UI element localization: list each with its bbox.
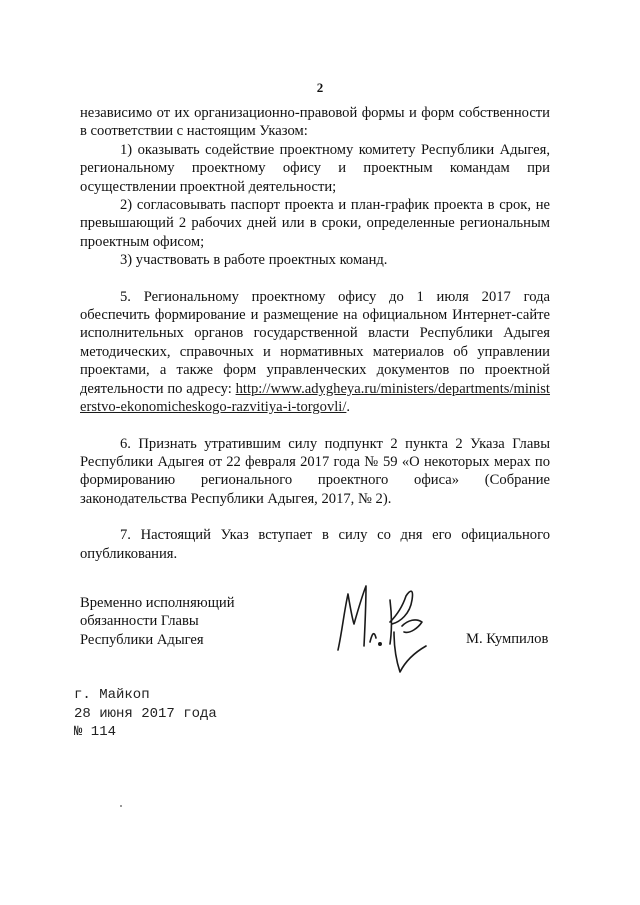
document-body [80,104,550,563]
stamp-date: 28 июня 2017 года [74,705,217,722]
handwritten-signature [330,572,440,682]
signer-name: М. Кумпилов [466,631,549,647]
clause-6: 6. Признать утратившим силу подпункт 2 пункта 2 Указа Главы Республики Адыгея от 22 февраля 2017 года № 59 «О некоторых мерах по формированию регионального проектного офиса» (Собрание законодательства Республики Адыгея, 2017, № 2). [80,435,550,507]
stamp-number: № 114 [74,724,117,741]
signer-line-3: Республики Адыгея [80,631,204,648]
clause-5-end: . [346,399,351,416]
list-item-3: 3) участвовать в работе проектных команд. [120,252,388,269]
list-item-1: 1) оказывать содействие проектному комитету Республики Адыгея, региональному проектному офису и проектным командам при осуществлении проектной деятельности; [80,141,550,195]
signer-title [80,594,280,649]
intro-paragraph: независимо от их организационно-правовой формы и форм собственности в соответствии с настоящим Указом: [80,105,550,140]
issue-stamp [74,686,217,742]
clause-5-text: 5. Региональному проектному офису до 1 июля 2017 года обеспечить формирование и размещение на официальном Интернет-сайте исполнительных органов государственной власти Республики Адыгея методических, справочных и нормативных материалов об управлении проектами, а также форм управленческих документов по проектной деятельности по адресу: [80,288,550,397]
stamp-city: г. Майкоп [74,687,150,703]
clause-7: 7. Настоящий Указ вступает в силу со дня его официального опубликования. [80,527,550,562]
signer-line-1: Временно исполняющий [80,595,235,611]
ministry-link[interactable]: http://www.adygheya.ru/ministers/departments/ministerstvo-ekonomicheskogo-razvitiya-i-torgovli/ [80,380,550,416]
scan-speck [120,805,122,807]
signer-line-2: обязанности Главы [80,613,199,630]
clause-5 [80,288,550,417]
page-number: 2 [316,80,324,95]
list-item-2: 2) согласовывать паспорт проекта и план-график проекта в срок, не превышающий 2 рабочих дней или в сроки, определенные региональным проектным офисом; [80,197,550,250]
